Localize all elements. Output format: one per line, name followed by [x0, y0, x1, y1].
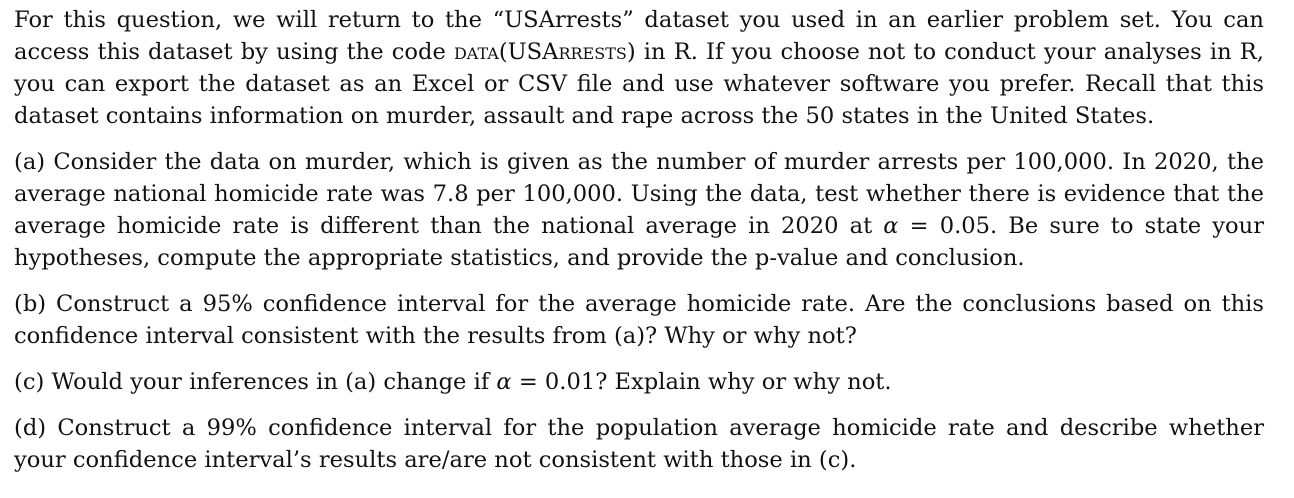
question-b: [14, 288, 1264, 352]
question-c-text-start: (c) Would your inferences in (a) change if: [14, 369, 497, 395]
question-d-text: (d) Construct a 99% confidence interval for the population average homicide rate and describe whether your confidence interval’s results are/are not consistent with those in (c).: [14, 415, 1264, 473]
question-a-text-end: = 0.05. Be sure to state your hypotheses, compute the appropriate statistics, and provide the p-value and conclusion.: [14, 213, 1264, 271]
intro-paragraph: [14, 4, 1264, 132]
question-a-text-start: (a) Consider the data on murder, which is given as the number of murder arrests per 100,000. In 2020, the average national homicide rate was 7.8 per 100,000. Using the data, test whether there is evidence that the average homicide rate is different than the national average in 2020 at: [14, 149, 1264, 239]
intro-text-end: in R. If you choose not to conduct your analyses in R, you can export the dataset as an Excel or CSV file and use whatever software you prefer. Recall that this dataset contains information on murder, assault and rape across the 50 states in the United States.: [14, 39, 1264, 129]
question-b-text: (b) Construct a 95% confidence interval for the average homicide rate. Are the conclusions based on this confidence interval consistent with the results from (a)? Why or why not?: [14, 291, 1264, 349]
r-code-snippet: data(USArrests): [453, 39, 636, 65]
question-c-text-end: = 0.01? Explain why or why not.: [511, 369, 892, 395]
intro-text-start: For this question, we will return to the “USArrests” dataset you used in an earlier problem set. You can access this dataset by using the code: [14, 7, 1264, 65]
alpha-symbol: α: [496, 369, 512, 395]
alpha-symbol: α: [883, 213, 899, 239]
question-d: [14, 412, 1264, 476]
question-a: [14, 146, 1264, 274]
question-c: [14, 366, 1264, 398]
